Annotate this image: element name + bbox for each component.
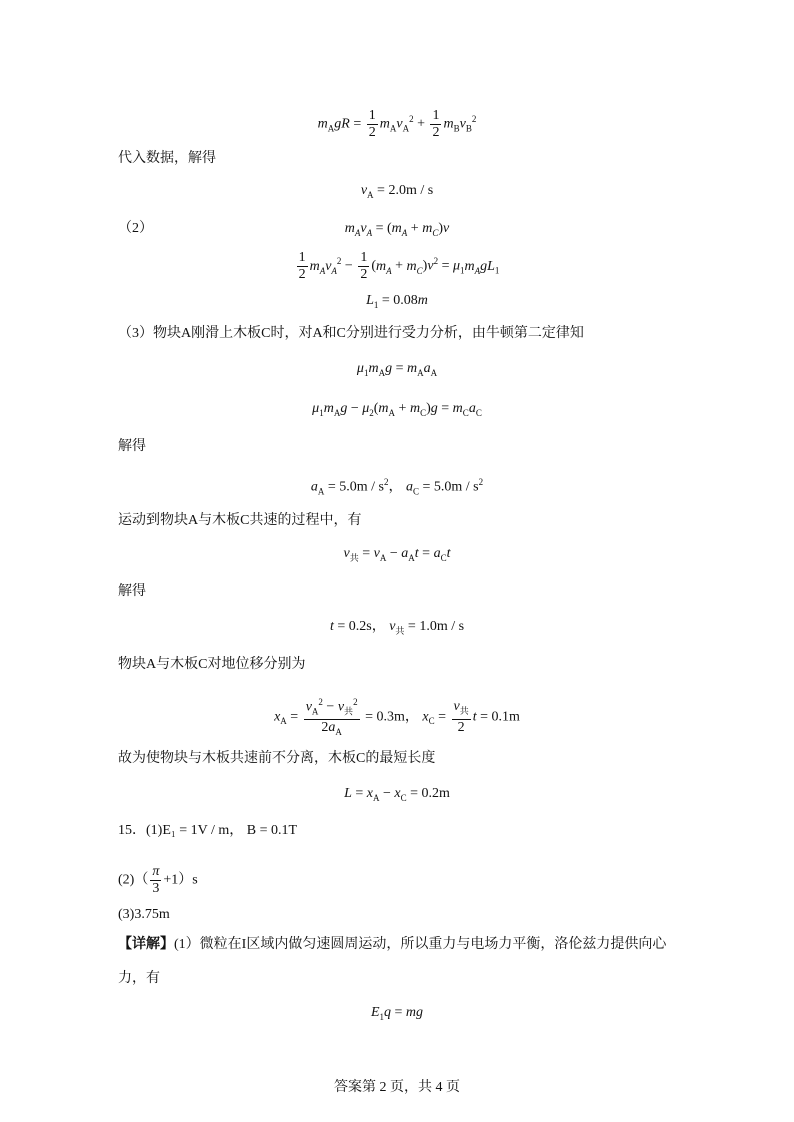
energy-equation: $m_AgR$ = $\frac{1}{2}$ $m_Av_A^2$ + $\frac{1}{2}$ $m_Bv_B^2$	[317, 108, 477, 140]
detail-paragraph: 【详解】(1）微粒在I区域内做匀速圆周运动，所以重力与电场力平衡，洛伦兹力提供向心	[118, 937, 667, 952]
detail-label: 【详解】	[118, 937, 174, 952]
length-result: $L_1 = 0.08m$	[366, 293, 428, 310]
displacement-equations: $x_A$ = $\frac{v_A^2 - v_共^2}{2a_A}$ = 0.3m， $x_C$ = $\frac{v_共}{2}$ t = 0.1m	[0, 694, 794, 740]
newton-a-equation: $\mu_1m_Ag = m_Aa_A$	[356, 361, 438, 378]
q15-answer-3: (3)3.75m	[118, 907, 170, 922]
displacement-intro: 物块A与木板C对地位移分别为	[118, 657, 306, 672]
common-velocity-equation: $v_共 = v_A - a_At = a_Ct$	[343, 546, 451, 563]
text-substitute: 代入数据，解得	[118, 151, 216, 166]
motion-intro: 运动到物块A与木板C共速的过程中，有	[118, 513, 362, 528]
q15-a1-equation: E₁ = 1V / m， B = 0.1T	[162, 823, 298, 838]
page-footer: 答案第 2 页，共 4 页	[334, 1080, 460, 1095]
solve-text-1: 解得	[118, 439, 146, 454]
field-balance-equation: $E_1q$ = mg	[370, 1005, 424, 1022]
part3-intro: （3）物块A刚滑上木板C时，对A和C分别进行受力分析，由牛顿第二定律知	[118, 326, 584, 341]
conclusion-text: 故为使物块与木板共速前不分离，木板C的最短长度	[118, 751, 436, 766]
time-velocity-results: t = 0.2s， $v_共 = 1.0m / s$	[329, 619, 465, 636]
q15-number: 15．	[118, 823, 146, 838]
solve-text-2: 解得	[118, 584, 146, 599]
momentum-equation: $m_Av_A = (m_A + m_C)v$	[344, 221, 450, 238]
acceleration-results: $a_A = 5.0m / s^2$， $a_C = 5.0m / s^2$	[310, 477, 484, 497]
energy-loss-equation: $\frac{1}{2}$ $m_Av_A^2$ − $\frac{1}{2}$ $(m_A + m_C)v^2 = \mu_1m_AgL_1$	[298, 250, 500, 282]
newton-c-equation: $\mu_1m_Ag - \mu_2(m_A + m_C)g = m_Ca_C$	[312, 401, 482, 418]
q15-answer-2: (2)（ $\frac{\pi}{3}$ +1）s	[118, 864, 198, 896]
detail-continuation: 力，有	[118, 971, 160, 986]
velocity-result: $v_A = 2.0m / s$	[360, 183, 434, 200]
minimum-length-result: $L = x_A - x_C = 0.2m$	[344, 786, 450, 803]
part2-label: （2）	[118, 221, 153, 236]
q15-answer-1: 15．(1)E₁ = 1V / m， B = 0.1T	[118, 823, 298, 838]
